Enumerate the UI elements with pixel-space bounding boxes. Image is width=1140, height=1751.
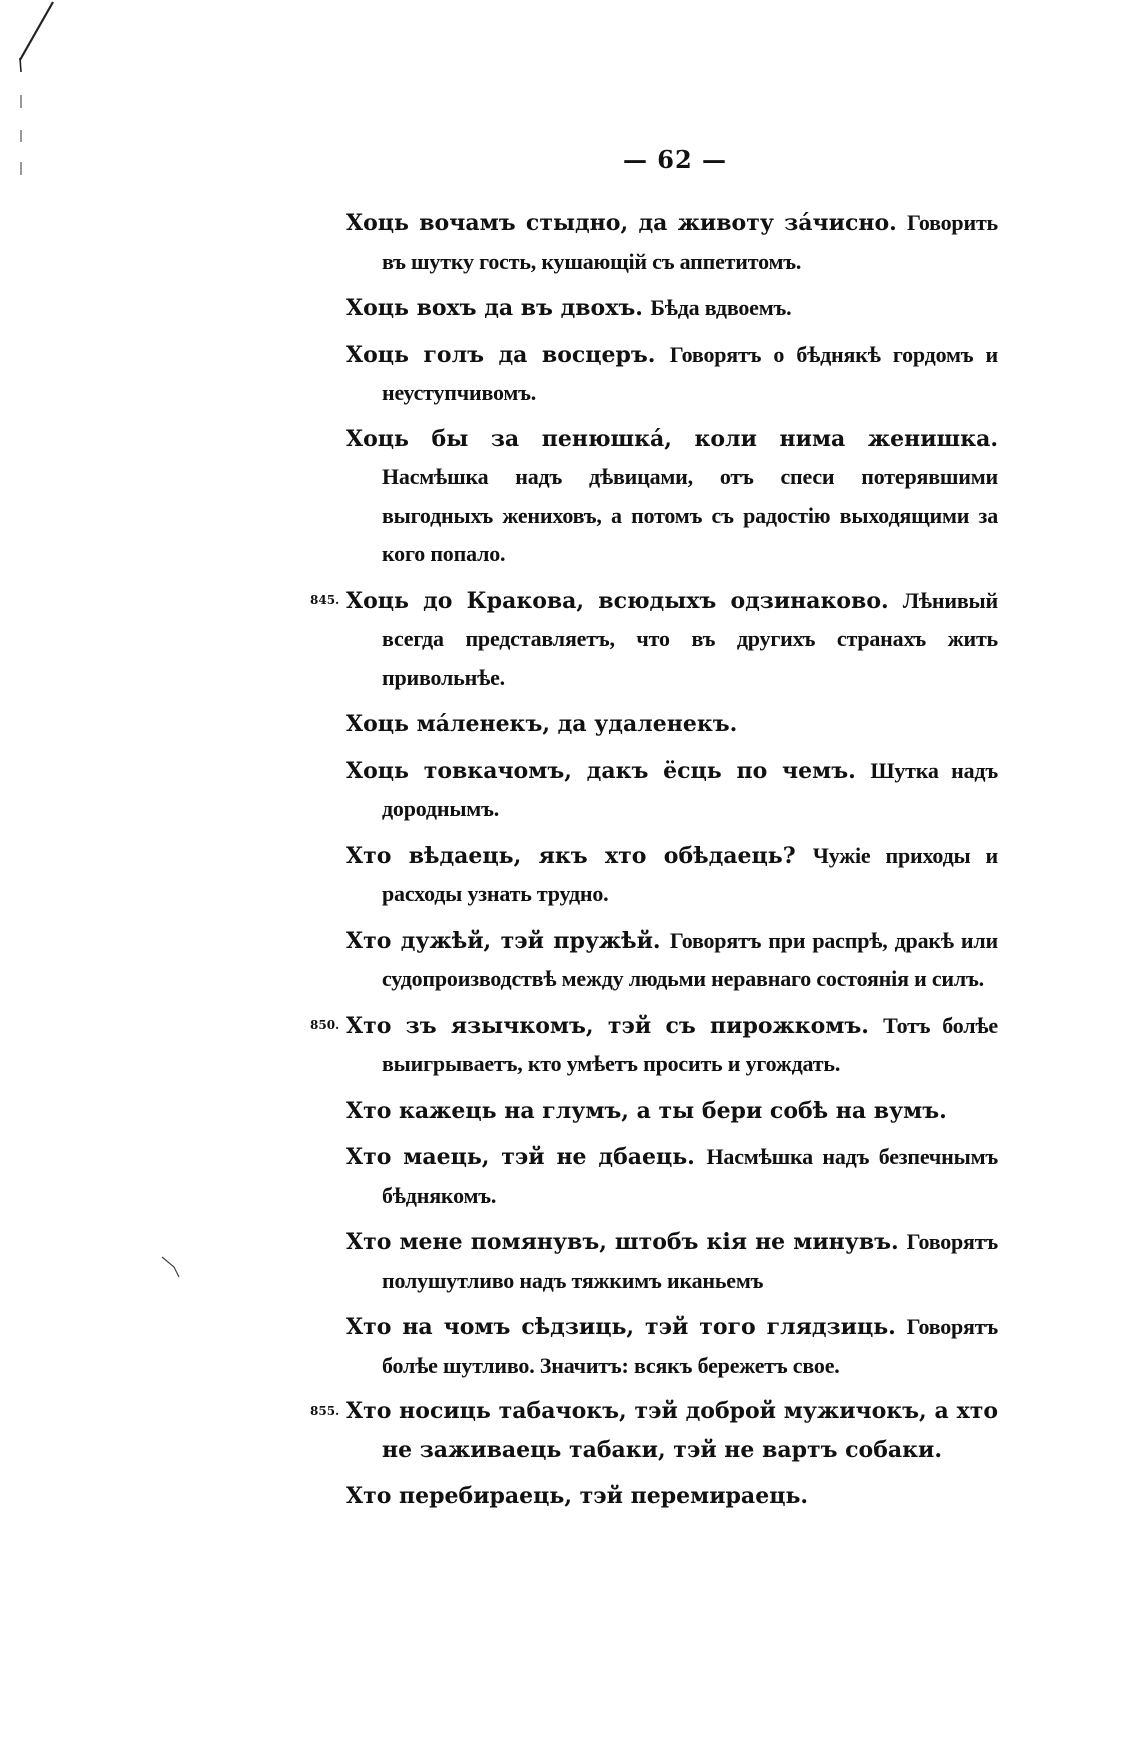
proverb-gloss: Говорятъ о бѣднякѣ гордомъ и неуступчивомъ. <box>382 341 998 405</box>
proverb-text: Хто мене помянувъ, штобъ кія не минувъ. <box>346 1229 899 1255</box>
proverb-gloss: Насмѣшка надъ дѣвицами, отъ спеси потерявшими выгодныхъ жениховъ, а потомъ съ радостію выходящими за кого попало. <box>382 464 998 566</box>
proverb-entry <box>346 752 998 829</box>
proverb-entry <box>346 1092 998 1131</box>
page-number: — 62 — <box>622 145 728 174</box>
proverb-text: Хто перебираець, тэй перемираець. <box>346 1483 809 1509</box>
proverb-gloss: Говорятъ полушутливо надъ тяжкимъ иканьемъ <box>382 1229 998 1293</box>
proverb-gloss: Говорить въ шутку гость, кушающій съ аппетитомъ. <box>382 210 998 274</box>
proverb-entry <box>310 1007 998 1084</box>
proverb-entry <box>346 421 998 574</box>
proverb-text: Хто зъ язычкомъ, тэй съ пирожкомъ. <box>346 1012 869 1039</box>
proverb-text: Хоць мáленекъ, да удаленекъ. <box>346 711 738 737</box>
proverb-entry <box>346 1223 998 1300</box>
proverb-gloss: Шутка надъ дороднымъ. <box>382 757 998 821</box>
proverb-text: Хто маець, тэй не дбаець. <box>346 1144 695 1170</box>
proverb-text: Хто кажець на глумъ, а ты бери собѣ на вумъ. <box>346 1097 947 1124</box>
proverb-entry <box>346 1138 998 1215</box>
proverb-text: Хто носиць табачокъ, тэй доброй мужичокъ, а хто не заживаець табаки, тэй не вартъ собаки. <box>346 1398 998 1463</box>
proverb-entry <box>310 582 998 698</box>
proverb-entry <box>346 204 998 281</box>
entry-number: 845. <box>310 592 340 607</box>
proverb-gloss: Говорятъ при распрѣ, дракѣ или судопроизводствѣ между людьми неравнаго состоянія и силъ. <box>382 927 998 991</box>
proverb-list <box>310 204 998 1524</box>
proverb-text: Хто на чомъ сѣдзиць, тэй того глядзиць. <box>346 1314 896 1340</box>
proverb-gloss: Чужіе приходы и расходы узнать трудно. <box>382 842 998 906</box>
proverb-gloss: Лѣнивый всегда представляетъ, что въ другихъ странахъ жить привольнѣе. <box>382 587 998 690</box>
entry-number: 850. <box>310 1017 340 1032</box>
proverb-gloss: Насмѣшка надъ безпечнымъ бѣднякомъ. <box>382 1144 998 1208</box>
proverb-entry <box>346 705 998 744</box>
margin-line-mark <box>18 0 58 180</box>
scan-speck-mark <box>160 1255 184 1279</box>
proverb-text: Хоць вочамъ стыдно, да животу зáчисно. <box>346 210 897 236</box>
proverb-text: Хоць товкачомъ, дакъ ёсць по чемъ. <box>346 757 856 784</box>
proverb-entry <box>346 837 998 914</box>
proverb-text: Хоць вохъ да въ двохъ. <box>346 295 643 321</box>
proverb-text: Хоць голъ да восцеръ. <box>346 341 656 368</box>
proverb-gloss: Говорятъ болѣе шутливо. Значитъ: всякъ бережетъ свое. <box>382 1314 998 1378</box>
proverb-text: Хто вѣдаець, якъ хто обѣдаець? <box>346 842 796 869</box>
proverb-gloss: Тотъ болѣе выигрываетъ, кто умѣетъ просить и угождать. <box>382 1012 998 1076</box>
entry-number: 855. <box>310 1404 340 1418</box>
proverb-gloss: Бѣда вдвоемъ. <box>650 295 792 320</box>
proverb-text: Хоць до Кракова, всюдыхъ одзинаково. <box>346 587 889 614</box>
proverb-text: Хто дужѣй, тэй пружѣй. <box>346 927 661 954</box>
proverb-entry <box>346 1308 998 1385</box>
proverb-text: Хоць бы за пенюшкá, коли нима женишка. <box>346 425 998 452</box>
proverb-entry <box>310 1393 998 1469</box>
proverb-entry <box>346 922 998 999</box>
proverb-entry <box>346 289 998 328</box>
proverb-entry <box>346 1477 998 1516</box>
proverb-entry <box>346 336 998 413</box>
